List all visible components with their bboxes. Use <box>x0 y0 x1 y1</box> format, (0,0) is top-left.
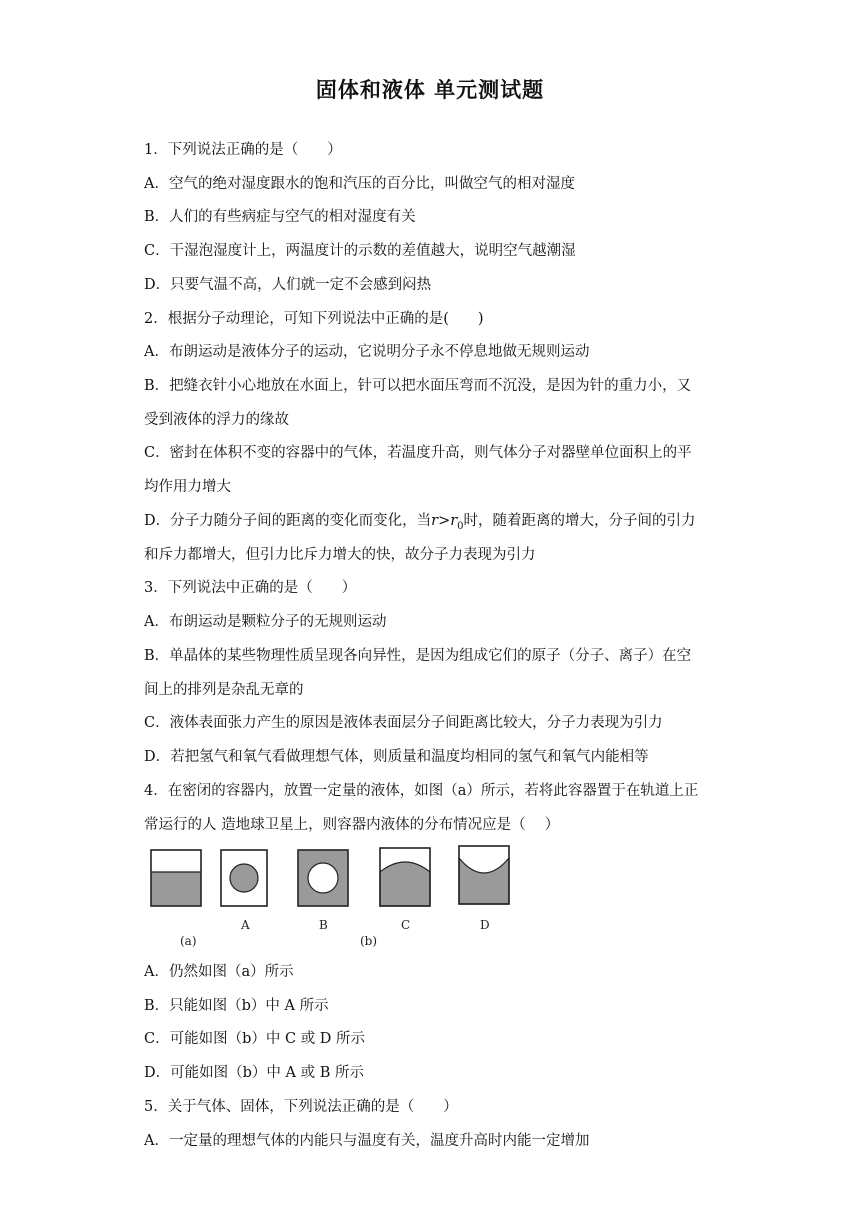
q1-option-d: D．只要气温不高，人们就一定不会感到闷热 <box>144 277 432 293</box>
liquid-container-figure <box>144 842 524 950</box>
q2-option-d-line1 <box>144 511 696 537</box>
math-gt: > <box>438 513 451 529</box>
q2-option-c-line2: 均作用力增大 <box>144 479 231 495</box>
q1-option-a: A．空气的绝对湿度跟水的饱和汽压的百分比，叫做空气的相对湿度 <box>144 176 575 192</box>
q3-option-d: D．若把氢气和氧气看做理想气体，则质量和温度均相同的氢气和氧气内能相等 <box>144 749 649 765</box>
question-4-stem-line2: 常运行的人 造地球卫星上，则容器内液体的分布情况应是（ ） <box>144 817 560 833</box>
q1-option-c: C．干湿泡湿度计上，两温度计的示数的差值越大，说明空气越潮湿 <box>144 243 576 259</box>
q3-option-c: C．液体表面张力产生的原因是液体表面层分子间距离比较大，分子力表现为引力 <box>144 715 663 731</box>
q3-option-b-line1: B．单晶体的某些物理性质呈现各向异性，是因为组成它们的原子（分子、离子）在空 <box>144 648 692 664</box>
figure-label-a: (a) <box>180 934 197 948</box>
math-r: r <box>431 513 439 529</box>
figure-option-c <box>380 848 430 906</box>
q4-option-d: D．可能如图（b）中 A 或 B 所示 <box>144 1065 364 1081</box>
figure-option-b <box>298 850 348 906</box>
math-sub-0: 0 <box>457 520 464 532</box>
q2-option-b-line1: B．把缝衣针小心地放在水面上，针可以把水面压弯而不沉没，是因为针的重力小，又 <box>144 378 692 394</box>
question-1-stem: 1．下列说法正确的是（ ） <box>144 142 342 158</box>
q2-option-b-line2: 受到液体的浮力的缘故 <box>144 412 289 428</box>
question-4-stem-line1: 4．在密闭的容器内，放置一定量的液体，如图（a）所示，若将此容器置于在轨道上正 <box>144 783 699 799</box>
figure-label-b: (b) <box>360 934 378 948</box>
figure-option-d <box>459 846 509 904</box>
q2-option-d-line2: 和斥力都增大，但引力比斥力增大的快，故分子力表现为引力 <box>144 547 536 563</box>
q2-option-d-tail: 时，随着距离的增大，分子间的引力 <box>463 513 696 529</box>
question-5-stem: 5．关于气体、固体，下列说法正确的是（ ） <box>144 1099 458 1115</box>
q3-option-a: A．布朗运动是颗粒分子的无规则运动 <box>144 614 387 630</box>
q4-option-b: B．只能如图（b）中 A 所示 <box>144 998 329 1014</box>
q2-option-d-text: D．分子力随分子间的距离的变化而变化，当 <box>144 513 432 529</box>
q4-option-c: C．可能如图（b）中 C 或 D 所示 <box>144 1031 366 1047</box>
figure-option-a <box>221 850 267 906</box>
question-2-stem: 2．根据分子动理论，可知下列说法中正确的是( ) <box>144 311 484 327</box>
q3-option-b-line2: 间上的排列是杂乱无章的 <box>144 682 304 698</box>
figure-a-container <box>151 850 201 906</box>
q1-option-b: B．人们的有些病症与空气的相对湿度有关 <box>144 209 416 225</box>
q5-option-a: A．一定量的理想气体的内能只与温度有关，温度升高时内能一定增加 <box>144 1133 590 1149</box>
figure-drawing <box>144 842 524 950</box>
math-r0: r <box>450 513 458 529</box>
figure-label-option-d: D <box>480 918 490 932</box>
q2-option-c-line1: C．密封在体积不变的容器中的气体，若温度升高，则气体分子对器壁单位面积上的平 <box>144 445 692 461</box>
q2-option-a: A．布朗运动是液体分子的运动，它说明分子永不停息地做无规则运动 <box>144 344 590 360</box>
figure-label-option-a: A <box>241 918 250 932</box>
figure-label-option-b: B <box>319 918 328 932</box>
figure-label-option-c: C <box>401 918 411 932</box>
question-3-stem: 3．下列说法中正确的是（ ） <box>144 580 357 596</box>
q4-option-a: A．仍然如图（a）所示 <box>144 964 294 980</box>
page-title: 固体和液体 单元测试题 <box>315 78 545 102</box>
